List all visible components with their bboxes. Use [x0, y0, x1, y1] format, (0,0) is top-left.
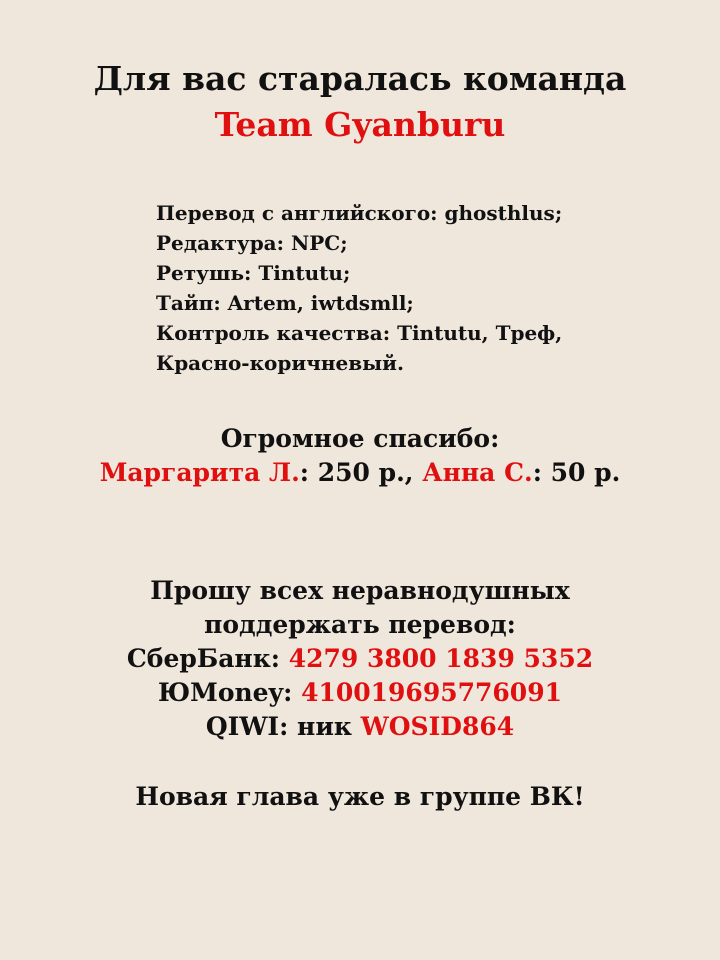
- credits-list: [156, 198, 562, 378]
- credit-typeset: Тайп: Artem, iwtdsmll;: [156, 291, 414, 315]
- yoomoney-wallet-number: 410019695776091: [301, 678, 562, 707]
- yoomoney-label: ЮMoney:: [157, 678, 302, 707]
- header-block: [0, 56, 720, 148]
- footer-note: Новая глава уже в группе ВК!: [135, 782, 585, 811]
- header-line: Для вас старалась команда: [93, 59, 627, 98]
- donor-name: Анна С.: [422, 458, 533, 487]
- thanks-title: Огромное спасибо:: [220, 424, 500, 453]
- credit-quality-control: Контроль качества: Tintutu, Треф,: [156, 321, 563, 345]
- donors-line: [0, 456, 720, 490]
- credit-quality-control-cont: Красно-коричневый.: [156, 351, 404, 375]
- yoomoney-line: [0, 676, 720, 710]
- credit-editing: Редактура: NPC;: [156, 231, 348, 255]
- support-line: поддержать перевод:: [204, 610, 516, 639]
- donor-amount: : 250 р.,: [299, 458, 423, 487]
- credit-retouch: Ретушь: Tintutu;: [156, 261, 351, 285]
- sberbank-label: СберБанк:: [126, 644, 289, 673]
- qiwi-nickname: WOSID864: [360, 712, 515, 741]
- donor-name: Маргарита Л.: [99, 458, 300, 487]
- qiwi-label: QIWI: ник: [205, 712, 361, 741]
- sberbank-line: [0, 642, 720, 676]
- team-name: Team Gyanburu: [214, 105, 506, 144]
- support-line: Прошу всех неравнодушных: [150, 576, 570, 605]
- thanks-block: [0, 422, 720, 490]
- qiwi-line: [0, 710, 720, 744]
- support-block: [0, 574, 720, 744]
- credit-translation: Перевод с английского: ghosthlus;: [156, 201, 563, 225]
- donor-amount: : 50 р.: [532, 458, 621, 487]
- sberbank-card-number: 4279 3800 1839 5352: [288, 644, 594, 673]
